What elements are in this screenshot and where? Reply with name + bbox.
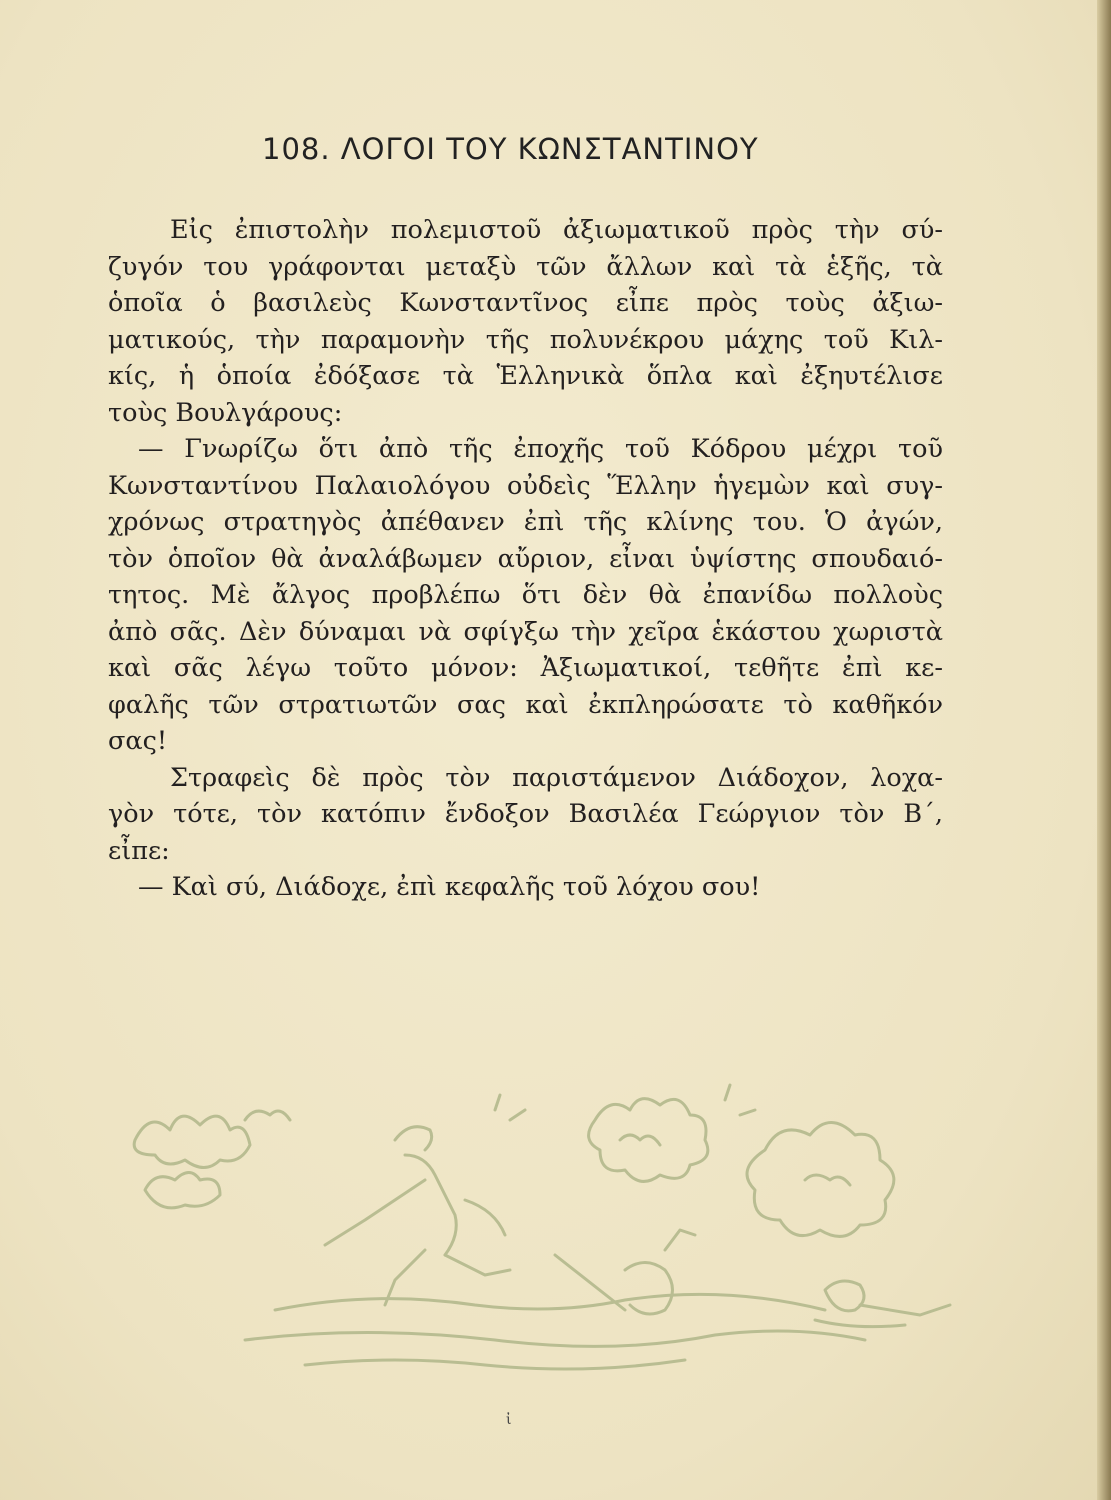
text-line: Εἰς ἐπιστολὴν πολεμιστοῦ ἀξιωματικοῦ πρὸς τὴν σύ- [170,215,943,245]
body-text [108,212,943,906]
text-line: τοὺς Βουλγάρους: [108,397,343,428]
explosion-cloud-right [747,1123,894,1237]
text-line: Κωνσταντίνου Παλαιολόγου οὐδεὶς Ἕλλην ἡγεμὼν καὶ συγ- [108,470,943,501]
battle-illustration [125,1080,975,1380]
text-line: ὁποῖα ὁ βασιλεὺς Κωνσταντῖνος εἶπε πρὸς τοὺς ἀξιω- [108,288,943,318]
text-line: εἶπε: [108,835,170,866]
text-line: χρόνως στρατηγὸς ἀπέθανεν ἐπὶ τῆς κλίνης του. Ὁ ἀγών, [108,507,943,537]
text-line: ἀπὸ σᾶς. Δὲν δύναμαι νὰ σφίγξω τὴν χεῖρα ἑκάστου χωριστὰ [108,616,943,647]
rifle-lower [555,1255,625,1310]
bush-left-lower [145,1173,220,1208]
text-line: ζυγόν του γράφονται μεταξὺ τῶν ἄλλων καὶ τὰ ἑξῆς, τὰ [108,251,943,282]
text-line: κίς, ἡ ὁποία ἐδόξασε τὰ Ἑλληνικὰ ὅπλα καὶ ἐξηυτέλισε [108,361,943,391]
text-line: καὶ σᾶς λέγω τοῦτο μόνον: Ἀξιωματικοί, τεθῆτε ἐπὶ κε- [108,653,943,683]
text-line: — Καὶ σύ, Διάδοχε, ἐπὶ κεφαλῆς τοῦ λόχου σου! [138,872,761,902]
crawling-soldier [625,1263,673,1315]
text-line: φαλῆς τῶν στρατιωτῶν σας καὶ ἐκπληρώσατε τὸ καθῆκόν [108,689,943,720]
page-mark: ἰ [506,1412,512,1428]
text-line: τὸν ὁποῖον θὰ ἀναλάβωμεν αὔριον, εἶναι ὑψίστης σπουδαιό- [108,543,943,574]
page-binding-edge [1097,0,1111,1500]
text-line: — Γνωρίζω ὅτι ἀπὸ τῆς ἐποχῆς τοῦ Κόδρου μέχρι τοῦ [138,434,943,464]
text-line: ματικούς, τὴν παραμονὴν τῆς πολυνέκρου μάχης τοῦ Κιλ- [108,324,943,355]
ground-line [275,1294,825,1310]
soldier-rifle [325,1180,425,1245]
soldier-helmet [395,1127,432,1150]
chapter-title: 108. ΛΟΓΟΙ ΤΟΥ ΚΩΝΣΤΑΝΤΙΝΟΥ [262,132,759,166]
text-line: σας! [108,726,168,756]
bush-left [134,1116,250,1167]
text-line: τητος. Μὲ ἄλγος προβλέπω ὅτι δὲν θὰ ἐπανίδω πολλοὺς [108,580,943,610]
explosion-cloud [589,1099,708,1182]
right-soldier-head [825,1281,864,1311]
text-line: γὸν τότε, τὸν κατόπιν ἔνδοξον Βασιλέα Γεώργιον τὸν Β΄, [108,799,943,829]
text-line: Στραφεὶς δὲ πρὸς τὸν παριστάμενον Διάδοχον, λοχα- [170,762,943,793]
soldier-body [405,1155,456,1255]
